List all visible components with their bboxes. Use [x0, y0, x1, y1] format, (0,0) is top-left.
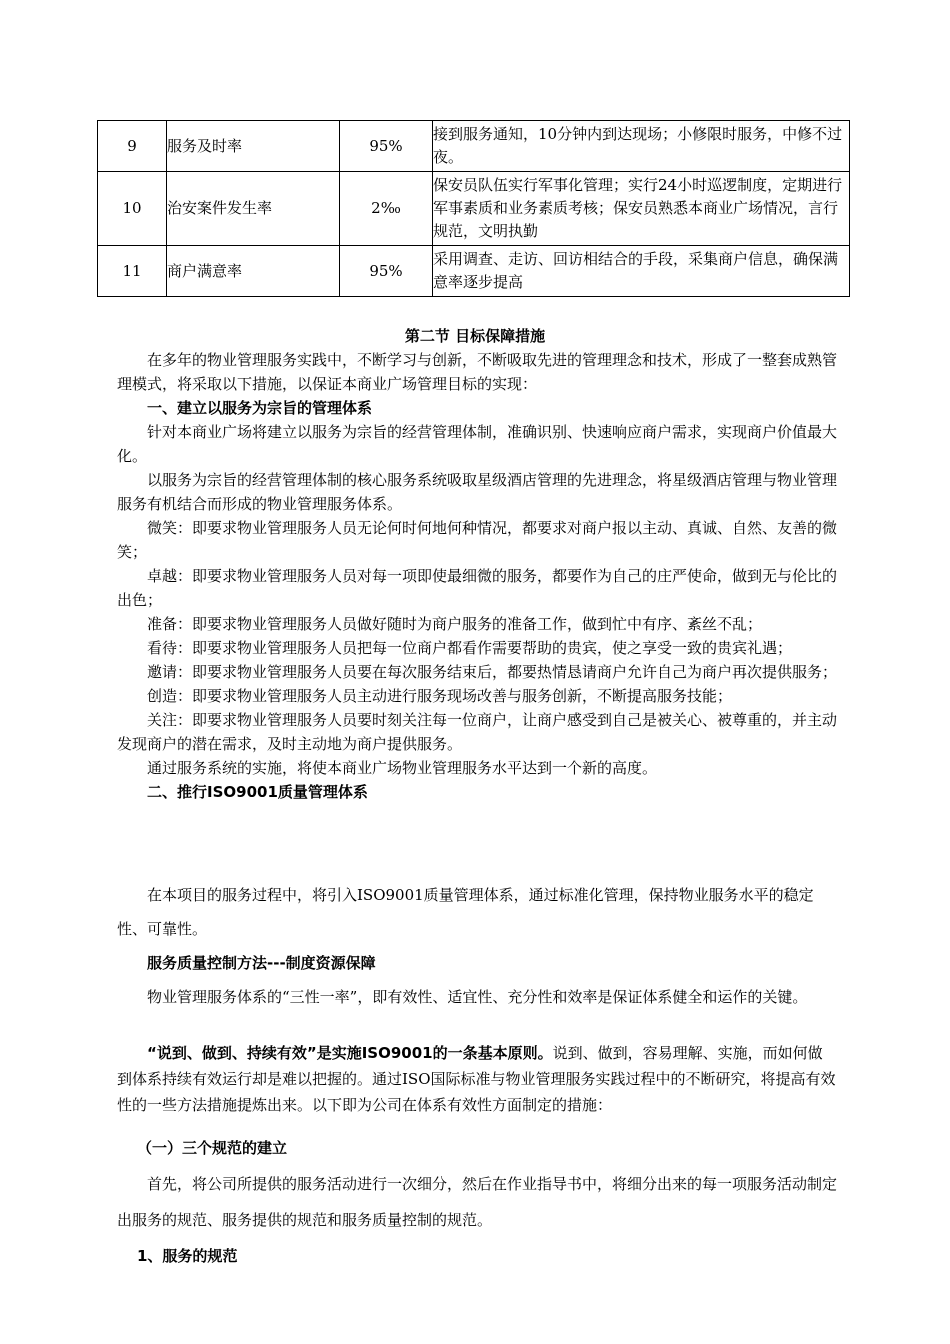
list-item: 看待：即要求物业管理服务人员把每一位商户都看作需要帮助的贵宾，使之享受一致的贵宾礼遇；: [147, 639, 793, 657]
list-item: 卓越：即要求物业管理服务人员对每一项即使最细微的服务，都要作为自己的庄严使命，做到无与伦比的出色；: [117, 567, 838, 609]
paragraph: [117, 1040, 837, 1118]
row-description: 采用调查、走访、回访相结合的手段，采集商户信息，确保满意率逐步提高: [433, 246, 850, 297]
table-row: [98, 121, 850, 172]
row-description: 保安员队伍实行军事化管理；实行24小时巡逻制度，定期进行军事素质和业务素质考核；保安员熟悉本商业广场情况，言行规范，文明执勤: [433, 172, 850, 246]
heading-5: 1、服务的规范: [137, 1247, 238, 1265]
list-item: 准备：即要求物业管理服务人员做好随时为商户服务的准备工作，做到忙中有序、紊丝不乱；: [147, 615, 763, 633]
paragraph: 针对本商业广场将建立以服务为宗旨的经营管理体制，准确识别、快速响应商户需求，实现商户价值最大化。: [117, 423, 838, 465]
row-item: 服务及时率: [167, 121, 340, 172]
paragraph: 通过服务系统的实施，将使本商业广场物业管理服务水平达到一个新的高度。: [147, 759, 658, 777]
row-number: 11: [98, 246, 167, 297]
intro-paragraph: 在多年的物业管理服务实践中，不断学习与创新，不断吸取先进的管理理念和技术，形成了一整套成熟管理模式，将采取以下措施，以保证本商业广场管理目标的实现：: [117, 351, 838, 393]
row-number: 10: [98, 172, 167, 246]
row-number: 9: [98, 121, 167, 172]
paragraph: 首先，将公司所提供的服务活动进行一次细分，然后在作业指导书中，将细分出来的每一项服务活动制定出服务的规范、服务提供的规范和服务质量控制的规范。: [117, 1175, 838, 1229]
goals-table: [97, 120, 850, 297]
row-value: 2‰: [340, 172, 433, 246]
table-row: [98, 172, 850, 246]
body-block-2: [117, 878, 837, 1014]
table-row: [98, 246, 850, 297]
body-block-4: [117, 1130, 837, 1274]
list-item: 微笑：即要求物业管理服务人员无论何时何地何种情况，都要求对商户报以主动、真诚、自然、友善的微笑；: [117, 519, 838, 561]
list-item: 邀请：即要求物业管理服务人员要在每次服务结束后，都要热情恳请商户允许自己为商户再次提供服务；: [147, 663, 838, 681]
paragraph: 物业管理服务体系的“三性一率”，即有效性、适宜性、充分性和效率是保证体系健全和运作的关键。: [147, 988, 808, 1006]
paragraph: 以服务为宗旨的经营管理体制的核心服务系统吸取星级酒店管理的先进理念，将星级酒店管理与物业管理服务有机结合而形成的物业管理服务体系。: [117, 471, 838, 513]
row-item: 商户满意率: [167, 246, 340, 297]
row-item: 治安案件发生率: [167, 172, 340, 246]
row-description: 接到服务通知，10分钟内到达现场；小修限时服务，中修不过夜。: [433, 121, 850, 172]
row-value: 95%: [340, 246, 433, 297]
body-block-3: [117, 1040, 837, 1118]
paragraph-rest: 说到、做到，容易理解、实施，而如何做到体系持续有效运行却是难以把握的。通过ISO国际标准与物业管理服务实践过程中的不断研究，将提高有效性的一些方法措施提炼出来。以下即为公司在体系有效性方面制定的措施：: [117, 1044, 836, 1114]
body-block-1: [117, 348, 837, 804]
heading-4: （一）三个规范的建立: [137, 1139, 288, 1157]
heading-2: 二、推行ISO9001质量管理体系: [147, 783, 368, 801]
heading-1: 一、建立以服务为宗旨的管理体系: [147, 399, 373, 417]
list-item: 创造：即要求物业管理服务人员主动进行服务现场改善与服务创新，不断提高服务技能；: [147, 687, 733, 705]
section-title: 第二节 目标保障措施: [404, 327, 546, 345]
paragraph: 在本项目的服务过程中，将引入ISO9001质量管理体系，通过标准化管理，保持物业服务水平的稳定性、可靠性。: [117, 886, 814, 938]
row-value: 95%: [340, 121, 433, 172]
heading-3: 服务质量控制方法---制度资源保障: [147, 954, 376, 972]
list-item: 关注：即要求物业管理服务人员要时刻关注每一位商户，让商户感受到自己是被关心、被尊重的，并主动发现商户的潜在需求，及时主动地为商户提供服务。: [117, 711, 838, 753]
bold-principle: “说到、做到、持续有效”是实施ISO9001的一条基本原则。: [147, 1044, 553, 1062]
